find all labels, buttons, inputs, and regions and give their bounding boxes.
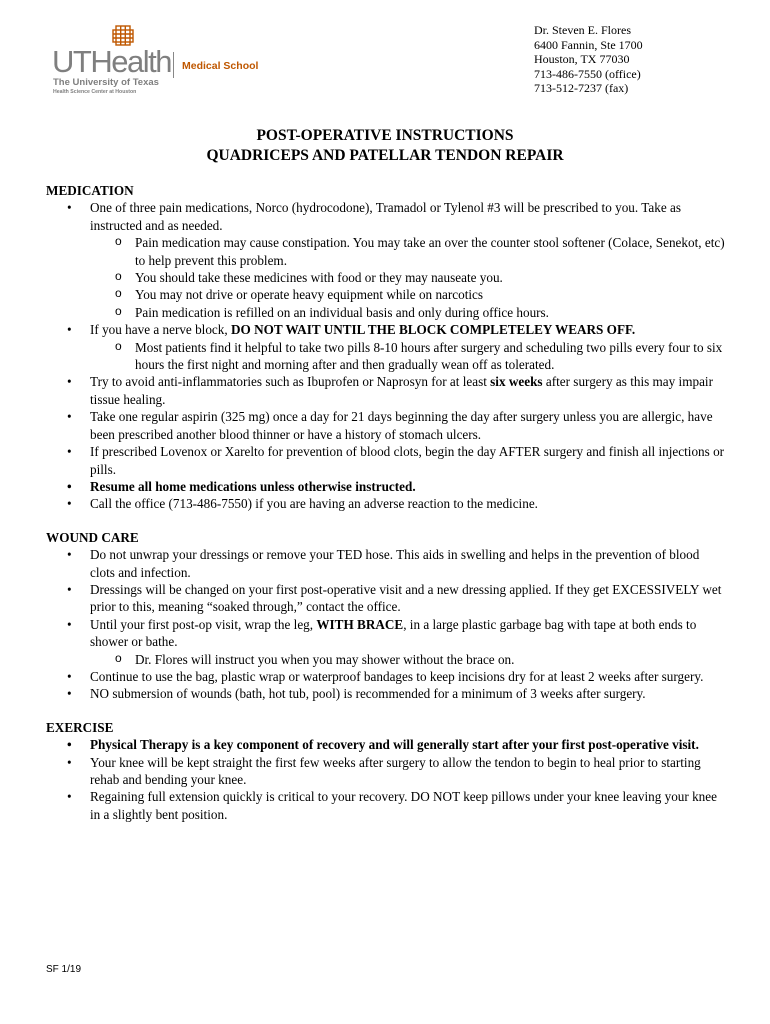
title-line-2: QUADRICEPS AND PATELLAR TENDON REPAIR: [206, 147, 564, 164]
list-item: [46, 199, 726, 321]
sub-list-item: o Most patients find it helpful to take two pills 8-10 hours after surgery and scheduling two pills every four to six hours the first night and morning after and then gradually wean off as tolerated.: [90, 339, 726, 374]
sub-list: [90, 234, 726, 321]
list-item: • Resume all home medications unless otherwise instructed.: [46, 478, 726, 495]
list-item-text: One of three pain medications, Norco (hydrocodone), Tramadol or Tylenol #3 will be prescribed to you. Take as instructed and as needed.: [90, 200, 681, 233]
list-item-text: , in a large plastic garbage bag with tape at both ends to shower or bathe.: [90, 616, 697, 650]
doctor-address-block: [534, 23, 643, 96]
sub-list: [90, 651, 726, 668]
list-item: • Take one regular aspirin (325 mg) once a day for 21 days beginning the day after surgery unless you are allergic, have been prescribed another blood thinner or have a history of stomach ulcers.: [46, 408, 726, 443]
logo-school-name: Medical School: [182, 60, 259, 72]
uthealth-lattice-icon: [112, 24, 134, 46]
sub-list-item: o You may not drive or operate heavy equipment while on narcotics: [90, 286, 726, 303]
address-street: 6400 Fannin, Ste 1700: [534, 37, 643, 52]
exercise-list: [46, 736, 726, 823]
list-item: [46, 616, 726, 668]
section-heading-medication: MEDICATION: [46, 183, 134, 198]
logo-subtitle: Health Science Center at Houston: [53, 89, 137, 95]
emphasis-text: six weeks: [490, 374, 543, 390]
list-item: • Physical Therapy is a key component of recovery and will generally start after your first post-operative visit.: [46, 736, 726, 753]
logo-university: The University of Texas: [53, 77, 159, 88]
address-city: Houston, TX 77030: [534, 52, 630, 66]
list-item: [46, 373, 726, 408]
medication-list: [46, 199, 726, 512]
list-item: • Dressings will be changed on your first post-operative visit and a new dressing applied. If they get EXCESSIVELY wet prior to this, meaning “soaked through,” contact the office.: [46, 581, 726, 616]
list-item: • Continue to use the bag, plastic wrap or waterproof bandages to keep incisions dry for at least 2 weeks after surgery.: [46, 668, 726, 685]
list-item-text: Try to avoid anti-inflammatories such as Ibuprofen or Naprosyn for at least: [90, 374, 491, 390]
sub-list-item: o Pain medication may cause constipation. You may take an over the counter stool softener (Colace, Senekot, etc) to help prevent this problem.: [90, 234, 726, 269]
document-title: [0, 126, 770, 166]
footer-revision-code: SF 1/19: [46, 964, 82, 975]
title-line-1: POST-OPERATIVE INSTRUCTIONS: [256, 127, 514, 144]
sub-list-item: o You should take these medicines with food or they may nauseate you.: [90, 269, 726, 286]
office-phone: 713-486-7550 (office): [534, 66, 641, 81]
document-body: [46, 182, 726, 823]
list-item: [46, 321, 726, 373]
section-heading-wound-care: WOUND CARE: [46, 529, 139, 545]
list-item: • Call the office (713-486-7550) if you are having an adverse reaction to the medicine.: [46, 495, 726, 512]
doctor-name: Dr. Steven E. Flores: [534, 23, 631, 37]
sub-list: [90, 339, 726, 374]
list-item: • Your knee will be kept straight the first few weeks after surgery to allow the tendon to begin to heal prior to starting rehab and bending your knee.: [46, 754, 726, 789]
sub-list-item: o Pain medication is refilled on an individual basis and only during office hours.: [90, 304, 726, 321]
logo-wordmark: UTHealth: [52, 44, 171, 79]
fax-number: 713-512-7237 (fax): [534, 81, 629, 95]
list-item-text: Until your first post-op visit, wrap the leg,: [90, 616, 317, 632]
list-item: • If prescribed Lovenox or Xarelto for prevention of blood clots, begin the day AFTER surgery and finish all injections or pills.: [46, 443, 726, 478]
list-item: • Do not unwrap your dressings or remove your TED hose. This aids in swelling and helps in the prevention of blood clots and infection.: [46, 546, 726, 581]
list-item: • NO submersion of wounds (bath, hot tub, pool) is recommended for a minimum of 3 weeks after surgery.: [46, 685, 726, 702]
uthealth-logo: [50, 20, 290, 100]
list-item-text: If you have a nerve block,: [90, 322, 231, 338]
list-item-text: after surgery as this may impair tissue healing.: [90, 374, 713, 407]
emphasis-text: DO NOT WAIT UNTIL THE BLOCK COMPLETELEY WEARS OFF.: [230, 322, 636, 338]
list-item: • Regaining full extension quickly is critical to your recovery. DO NOT keep pillows under your knee leaving your knee in a slightly bent position.: [46, 788, 726, 823]
sub-list-item: o Dr. Flores will instruct you when you may shower without the brace on.: [90, 651, 726, 668]
wound-care-list: [46, 546, 726, 703]
logo-divider: [173, 52, 174, 78]
emphasis-text: WITH BRACE: [316, 616, 404, 632]
section-heading-exercise: EXERCISE: [46, 719, 114, 735]
